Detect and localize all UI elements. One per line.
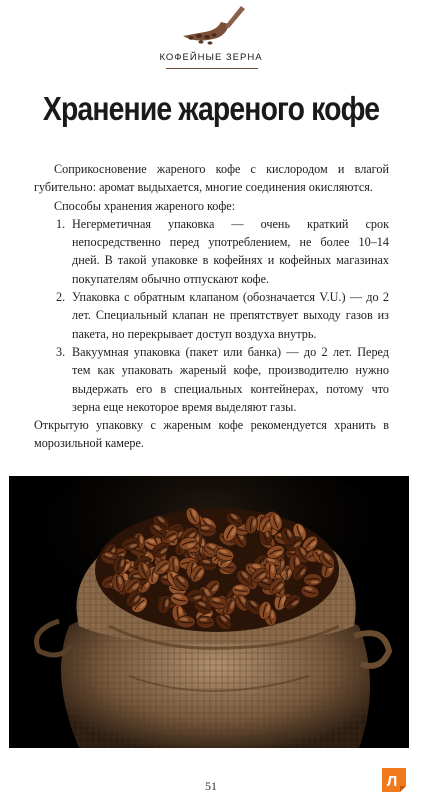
list-item-number: 1.: [56, 216, 66, 231]
page-title: Хранение жареного кофе: [42, 90, 380, 127]
list-item: [34, 343, 389, 416]
coffee-scoop-icon: [177, 0, 247, 48]
list-item: [34, 288, 389, 343]
list-item: [34, 215, 389, 288]
intro-paragraph: Соприкосновение жареного кофе с кислородом и влагой губительно: аромат выдыхается, многие соединения окисляются.: [34, 162, 389, 195]
watermark-letter: Л: [386, 773, 398, 790]
list-item-number: 2.: [56, 290, 66, 305]
list-item-text: Вакуумная упаковка (пакет или банка) — до 2 лет. Перед тем как упаковать жареный кофе, производителю нужно выдержать его в специальных контейнерах, потому что зерна еще некоторое время выделяют газы.: [72, 344, 389, 414]
closing-paragraph: Открытую упаковку с жареным кофе рекомендуется хранить в морозильной камере.: [34, 418, 389, 451]
body-text: [34, 160, 389, 453]
methods-heading: Способы хранения жареного кофе:: [54, 198, 236, 213]
section-label: КОФЕЙНЫЕ ЗЕРНА: [159, 52, 263, 63]
list-item-text: Упаковка с обратным клапаном (обозначается V.U.) — до 2 лет. Специальный клапан не препятствует выходу газов из пакета, но перекрывает доступ воздуха внутрь.: [72, 290, 389, 341]
list-item-text: Негерметичная упаковка — очень краткий срок непосредственно перед употреблением, не более 10–14 дней. В такой упаковке в кофейнях и кофейных магазинах покупателям обычно отпускают кофе.: [72, 216, 389, 286]
header-divider: [166, 68, 258, 69]
list-item-number: 3.: [56, 344, 66, 359]
page-number: 51: [205, 779, 217, 793]
coffee-beans-in-burlap-sack-image: [9, 476, 409, 748]
litres-logo-icon: [380, 766, 408, 794]
